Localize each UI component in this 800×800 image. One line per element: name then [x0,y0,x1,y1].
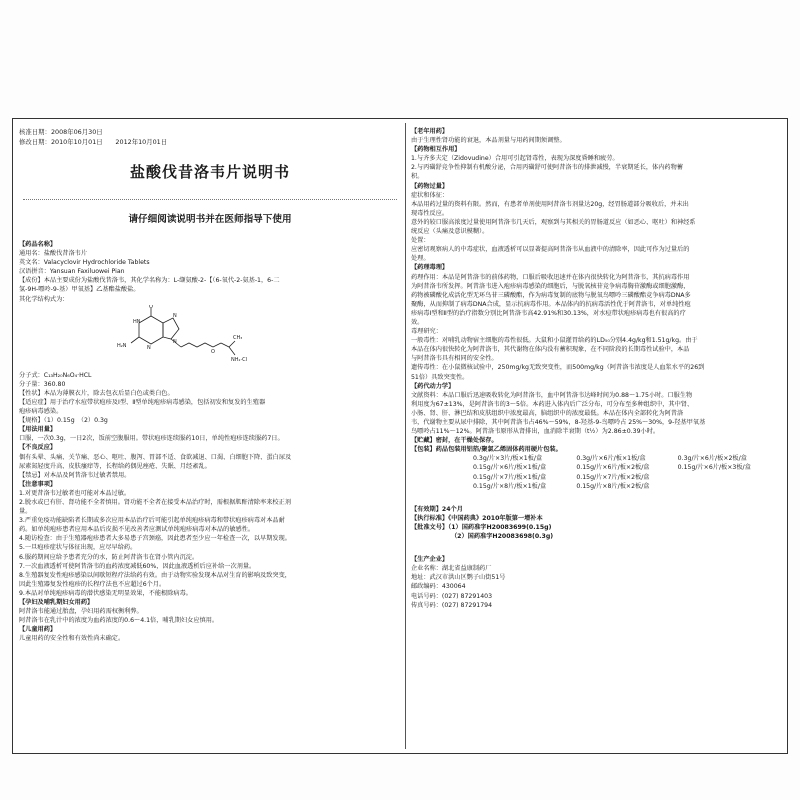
maker-heading: 【生产企业】 [411,556,449,564]
usage-heading: 【用法用量】 [19,426,57,434]
generic-name: 通用名：盐酸伐昔洛韦片 [19,250,88,258]
caution-line: 4.随访检查：由于生殖器疱疹患者大多易患子宫颈癌，因此患者至少应一年检查一次，以早期发现。 [19,535,291,543]
spacer [411,541,781,555]
package-row [411,454,781,463]
package-cell: 0.15g/片×8片/板×2板/盒 [576,482,650,490]
drug-name-heading: 【药品名称】 [19,241,57,248]
english-name: 英文名：Valacyclovir Hydrochloride Tablets [19,259,150,267]
caution-line: 因此生殖器复发性疱疹的长程疗法也不应超过6个月。 [19,580,166,588]
maker-phone: 电话号码：(027) 87291403 [411,592,493,600]
pregnancy-line: 阿昔洛韦在乳汁中的浓度为血药浓度的0.6～4.1倍，哺乳期妇女应慎用。 [19,617,219,625]
svg-text:NH₂·Cl: NH₂·Cl [231,356,247,363]
leaflet-frame [12,118,788,754]
interaction-line: 积。 [411,173,424,181]
package-cell: 0.15g/片×8片/板×1板/盒 [473,482,547,490]
package-row [411,482,781,491]
package-cell: 0.15g/片×7片/板×2板/盒 [576,473,650,481]
document-title: 盐酸伐昔洛韦片说明书 [129,163,290,181]
molecular-formula: 分子式：C₁₃H₂₀N₆O₄·HCL [19,371,92,379]
package-cell: 0.3g/片×6片/板×2板/盒 [677,455,747,463]
usage-line: 口服，一次0.3g，一日2次，饭前空腹服用。带状疱疹连续服药10日，单纯性疱疹连续服药7日。 [19,435,284,443]
structure-heading: 其化学结构式为： [19,295,69,303]
approval-line: 【批准文号】（1）国药准字H20083699(0.15g) [411,523,552,531]
caution-line: 9.本品对单纯疱疹病毒的潜伏感染无明显效果，不能根除病毒。 [19,589,192,597]
indication-line: 【适应症】用于治疗水痘带状疱疹及Ⅰ型、Ⅱ型单纯疱疹病毒感染，包括初发和复发的生殖器 [19,398,266,406]
maker-fax: 传真号码：(027) 87291794 [411,601,493,609]
maker-zip: 邮政编码：430064 [411,583,466,591]
package-cell: 0.15g/片×6片/板×1板/盒 [473,464,547,472]
package-cell: 0.3g/片×6片/板×1板/盒 [576,455,646,463]
dotted-separator [23,199,397,200]
pregnancy-line: 阿昔洛韦能通过胎盘，孕妇用药需权衡利弊。 [19,608,143,616]
column-divider [405,123,406,749]
pharmacology-line: 药物被磷酸化成活化型无环鸟苷三磷酸酯，作为病毒复制的底物与脱氧鸟嘌呤三磷酸酯竞争病毒DNA多 [411,291,691,299]
top-spacer [411,119,781,127]
toxicology-line: 与阿昔洛韦具有相同的安全性。 [411,355,498,363]
revise-date: 修改日期：2010年10月01日 2012年10月01日 [19,138,168,146]
pharmacology-line: 药理作用：本品是阿昔洛韦的前体药物，口服后吸收迅速并在体内很快转化为阿昔洛韦，其抗病毒作用 [411,273,690,281]
overdose-line: 处理。 [411,255,430,263]
svg-text:CH₃: CH₃ [233,334,243,341]
overdose-line: 现毒性反应。 [411,209,449,217]
right-column [411,119,781,753]
svg-text:N: N [173,338,177,345]
toxicology-line: 51倍）具致突变性。 [411,373,469,381]
toxicology-line: 本品在体内很快转化为阿昔洛韦，其代谢物在体内没有蓄积现象，在不同阶段的长期毒性试验中，本品 [411,346,690,354]
character-section: 【性状】本品为薄膜衣片，除去包衣后显白色或类白色。 [19,389,174,397]
svg-text:N: N [173,312,177,319]
caution-line: 3.严重免疫功能缺陷者长期或多次应用本品治疗后可能引起单纯疱疹病毒和带状疱疹病毒对本品耐 [19,517,285,525]
elderly-line: 由于生理性肾功能的衰退，本品剂量与用药间期须调整。 [411,137,566,145]
caution-line: 量。 [19,508,32,516]
approve-date: 核准日期：2008年06月30日 [19,128,103,136]
package-cell: 0.3g/片×3片/板×1板/盒 [473,455,543,463]
interaction-line: 2.与丙磺舒竞争性抑制有机酸分泌，合用丙磺舒可使阿昔洛韦的排泄减慢，半衰期延长，体内药物蓄 [411,164,683,172]
pharmacology-line: 效。 [411,318,424,326]
package-cell [678,473,781,482]
pharmacology-heading: 【药理毒理】 [411,264,449,272]
pharmacokinetics-line: 文献资料：本品口服后迅速吸收转化为阿昔洛韦，血中阿昔洛韦达峰时间为0.88～1.75小时。口服生物 [411,391,693,399]
toxicology-line: 一般毒性：对哺乳动物宿主细胞的毒性很低。大鼠和小鼠灌胃给药的LD₅₀分别4.4g/kg和1.51g/kg。由于 [411,337,698,345]
standard-section: 【执行标准】《中国药典》2010年版第一增补本 [411,514,543,522]
pharmacology-line: 聚酶，从而抑制了病毒DNA合成，显示抗病毒作用。本品体内的抗病毒活性优于阿昔洛韦，对单纯性疱 [411,300,691,308]
maker-address: 地址：武汉市洪山区鹦子山街51号 [411,574,506,582]
svg-text:H₂N: H₂N [117,342,127,349]
overdose-line: 本品用药过量的资料有限。然而，有患者单剂使用阿昔洛韦剂量达20g，经胃肠道部分吸收后，并未出 [411,200,689,208]
caution-line: 2.脱水或已有肝、肾功能不全者慎用。肾功能不全者在接受本品治疗时，需根据肌酐清除率来校正剂 [19,498,291,506]
package-row [411,463,781,472]
adverse-heading: 【不良反应】 [19,444,57,452]
pharmacokinetics-line: 利用度为67±13%，是阿昔洛韦的3～5倍。本药进入体内后广泛分布，可分布至多种组织中，其中肾、 [411,400,694,408]
caution-line: 8.生殖器复发性疱疹感染以间歇短程疗法给药有效。由于动物实验发现本品对生育的影响及致突变， [19,571,291,579]
left-column [19,119,401,753]
child-heading: 【儿童用药】 [19,626,57,634]
adverse-line: 尿素氮轻度升高、皮肤瘙痒等，长程给药偶见痤疮、失眠、月经紊乱。 [19,462,211,470]
overdose-line: 处置： [411,237,430,245]
toxicology-line: 遗传毒性：在小鼠微核试验中，250mg/kg无致突变性，而500mg/kg（阿昔洛韦浓度是人血浆水平的26到 [411,364,705,372]
pharmacology-line: 疹病毒Ⅰ型和Ⅱ型的治疗指数分别比阿昔洛韦高42.91%和30.13%，对水痘带状疱疹病毒也有很高的疗 [411,309,686,317]
svg-text:N: N [147,344,151,351]
caution-line: 6.服药期间应给予患者充分的水，防止阿昔洛韦在肾小管内沉淀。 [19,553,199,561]
date-block [19,127,401,147]
molecular-weight: 分子量：360.80 [19,380,66,388]
caution-line: 7.一次血液透析可使阿昔洛韦的血药浓度减低60%，因此血液透析后应补给一次剂量。 [19,562,256,570]
pinyin-name: 汉语拼音：Yansuan Faxiluowei Pian [19,268,125,276]
caution-heading: 【注意事项】 [19,480,57,488]
svg-text:O: O [211,348,215,355]
package-cell: 0.15g/片×6片/板×2板/盒 [576,464,650,472]
toxicology-heading: 毒理研究： [411,328,442,336]
maker-name: 企业名称：湖北省益康制药厂 [411,565,492,573]
package-row [411,473,781,482]
pharmacokinetics-line: 鸟嘌呤占11%～12%。阿昔洛韦原形从肾排出，血消除半衰期（t½）为2.86±0.39小时。 [411,428,660,436]
chemical-structure-drawing [109,305,249,369]
approval-line: （2）国药准字H20083698(0.3g) [451,533,554,541]
contraindication-section: 【禁忌】对本品及阿昔洛韦过敏者禁用。 [19,471,131,479]
package-cell: 0.15g/片×6片/板×3板/盒 [677,464,751,472]
overdose-line: 统反应（头痛及意识模糊）。 [411,228,489,236]
pregnancy-heading: 【孕妇及哺乳期妇女用药】 [19,599,94,606]
document-subtitle: 请仔细阅读说明书并在医师指导下使用 [128,214,292,225]
child-line: 儿童用药的安全性和有效性尚未确定。 [19,635,125,643]
pharmacology-line: 为阿昔洛韦所发挥。阿昔洛韦进入疱疹病毒感染的细胞后，与脱氧核苷竞争病毒胸苷激酶或细胞激酶， [411,282,690,290]
composition-line: 【成份】本品主要成份为盐酸伐昔洛韦，其化学名称为：L-缬氨酸-2-【（6-氧代-2-氨基-1，6-二 [19,277,280,285]
composition-line: 氢-9H-嘌呤-9-基）甲氧基】乙基酯盐酸盐。 [19,286,140,294]
svg-text:O: O [149,304,153,310]
caution-line: 药。如单纯疱疹患者应用本品后皮损不见改善者应测试单纯疱疹病毒对本品的敏感性。 [19,526,255,534]
pharmacokinetics-heading: 【药代动力学】 [411,382,455,390]
storage-section: 【贮藏】密封，在干燥处保存。 [411,437,498,445]
specification-section: 【规格】（1）0.15g （2）0.3g [19,417,108,425]
overdose-line: 应密切观察病人的中毒症状，血液透析可以显著提高阿昔洛韦从血液中的清除率，因此可作为过量后的 [411,246,690,254]
spacer [411,491,781,505]
validity-section: 【有效期】24个月 [411,505,463,513]
pharmacokinetics-line: 小肠、肾、肝、淋巴结和皮肤组织中浓度最高，脑组织中的浓度最低。本品在体内全部转化为阿昔洛 [411,409,684,417]
chemical-structure [19,305,401,369]
adverse-line: 偶有头晕、头痛、关节痛、恶心、呕吐、腹泻、胃部不适、食欲减退、口渴、白细胞下降、蛋白尿及 [19,453,292,461]
caution-line: 5.一旦疱疹症状与体征出现，应尽早给药。 [19,544,137,552]
elderly-heading: 【老年用药】 [411,128,449,135]
package-heading: 【包装】药品包装用铝箔/聚氯乙烯固体药用硬片包装。 [411,446,562,454]
indication-line: 疱疹病毒感染。 [19,408,63,416]
svg-text:HN: HN [133,318,141,325]
package-cell: 0.15g/片×7片/板×1板/盒 [473,473,547,481]
overdose-heading: 【药物过量】 [411,182,449,190]
overdose-line: 症状和体征： [411,191,449,199]
overdose-line: 意外的较口服高浓度过量使用阿昔洛韦几天后，观察到与其相关的胃肠道反应（如恶心、呕吐）和神经系 [411,218,696,226]
caution-line: 1.对更昔洛韦过敏者也可能对本品过敏。 [19,489,131,497]
interaction-heading: 【药物相互作用】 [411,146,461,154]
interaction-line: 1.与齐多夫定（Zidovudine）合用可引起肾毒性，表现为深度昏睡和疲劳。 [411,155,619,163]
package-cell [678,482,781,491]
pharmacokinetics-line: 韦，代谢物主要从尿中排除，其中阿昔洛韦占46%～59%，8-羟基-9-鸟嘌呤占 25%～30%，9-羟基甲氧基 [411,419,706,426]
